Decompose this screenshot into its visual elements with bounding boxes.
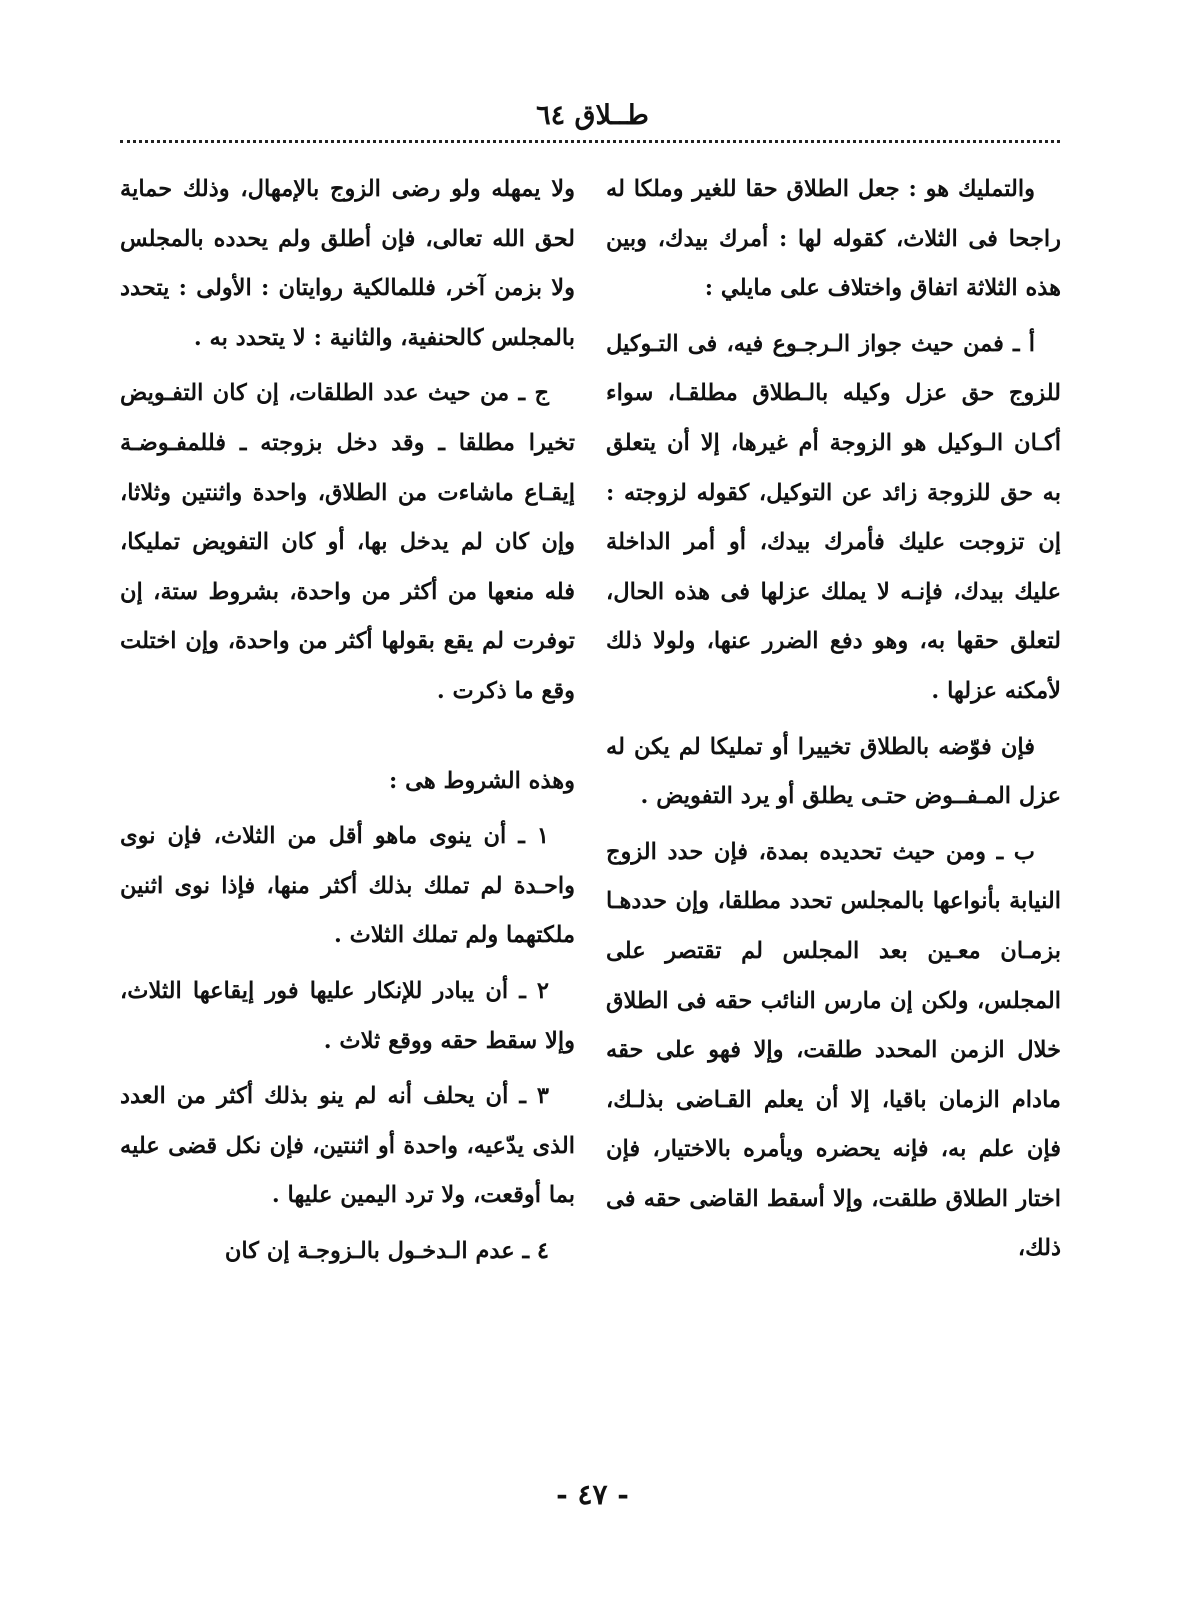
left-text-column (120, 165, 575, 1282)
list-item: ١ ـ أن ينوى ماهو أقل من الثلاث، فإن نوى واحـدة لم تملك بذلك أكثر منها، فإذا نوى اثنين ملكتهما ولم تملك الثلاث . (120, 823, 575, 949)
paragraph: ولا يمهله ولو رضى الزوج بالإمهال، وذلك حماية لحق الله تعالى، فإن أطلق ولم يحدده بالمجلس ولا بزمن آخر، فللمالكية روايتان : الأولى : يتحدد بالمجلس كالحنفية، والثانية : لا يتحدد به . (120, 176, 575, 351)
paragraph: ب ـ ومن حيث تحديده بمدة، فإن حدد الزوج النيابة بأنواعها بالمجلس تحدد مطلقا، وإن حددهـا بزمـان معـين بعد المجلس لم تقتصر على المجلس، ولكن إن مارس النائب حقه فى الطلاق خلال الزمن المحدد طلقت، وإلا فهو على حقه مادام الزمان باقيا، إلا أن يعلم القـاضى بذلـك، فإن علم به، فإنه يحضره ويأمره بالاختيار، فإن اختار الطلاق طلقت، وإلا أسقط القاضى حقه فى ذلك، (606, 838, 1061, 1262)
list-item: ٤ ـ عدم الـدخـول بالـزوجـة إن كان (224, 1237, 549, 1264)
section-heading: وهذه الشروط هى : (388, 767, 575, 794)
page-number: - ٤٧ - (556, 1478, 629, 1511)
list-item: ٢ ـ أن يبادر للإنكار عليها فور إيقاعها الثلاث، وإلا سقط حقه ووقع ثلاث . (120, 977, 575, 1054)
paragraph: والتمليك هو : جعل الطلاق حقا للغير وملكا له راجحا فى الثلاث، كقوله لها : أمرك بيدك، وبين هذه الثلاثة اتفاق واختلاف على مايلي : (606, 176, 1061, 302)
right-text-column (606, 165, 1061, 1280)
paragraph: ج ـ من حيث عدد الطلقات، إن كان التفـويض تخيرا مطلقا ـ وقد دخل بزوجته ـ فللمفـوضـة إيقـاع ماشاءت من الطلاق، واحدة واثنتين وثلاثا، وإن كان لم يدخل بها، أو كان التفويض تمليكا، فله منعها من أكثر من واحدة، بشروط ستة، إن توفرت لم يقع بقولها أكثر من واحدة، وإن اختلت وقع ما ذكرت . (120, 380, 575, 704)
paragraph: أ ـ فمن حيث جواز الـرجـوع فيه، فى التـوكيل للزوج حق عزل وكيله بالـطلاق مطلقـا، سواء أكـان الـوكيل هو الزوجة أم غيرها، إلا أن يتعلق به حق للزوجة زائد عن التوكيل، كقوله لزوجته : إن تزوجت عليك فأمرك بيدك، أو أمر الداخلة عليك بيدك، فإنـه لا يملك عزلها فى هذه الحال، لتعلق حقها به، وهو دفع الضرر عنها، ولولا ذلك لأمكنه عزلها . (606, 330, 1061, 704)
list-item: ٣ ـ أن يحلف أنه لم ينو بذلك أكثر من العدد الذى يدّعيه، واحدة أو اثنتين، فإن نكل قضى عليه بما أوقعت، ولا ترد اليمين عليها . (120, 1083, 575, 1209)
paragraph: فإن فوّضه بالطلاق تخييرا أو تمليكا لم يكن له عزل المـفــوض حتـى يطلق أو يرد التفويض . (606, 733, 1061, 810)
header-dotted-divider (120, 140, 1060, 143)
page-header-title: طــلاق ٦٤ (536, 100, 649, 131)
